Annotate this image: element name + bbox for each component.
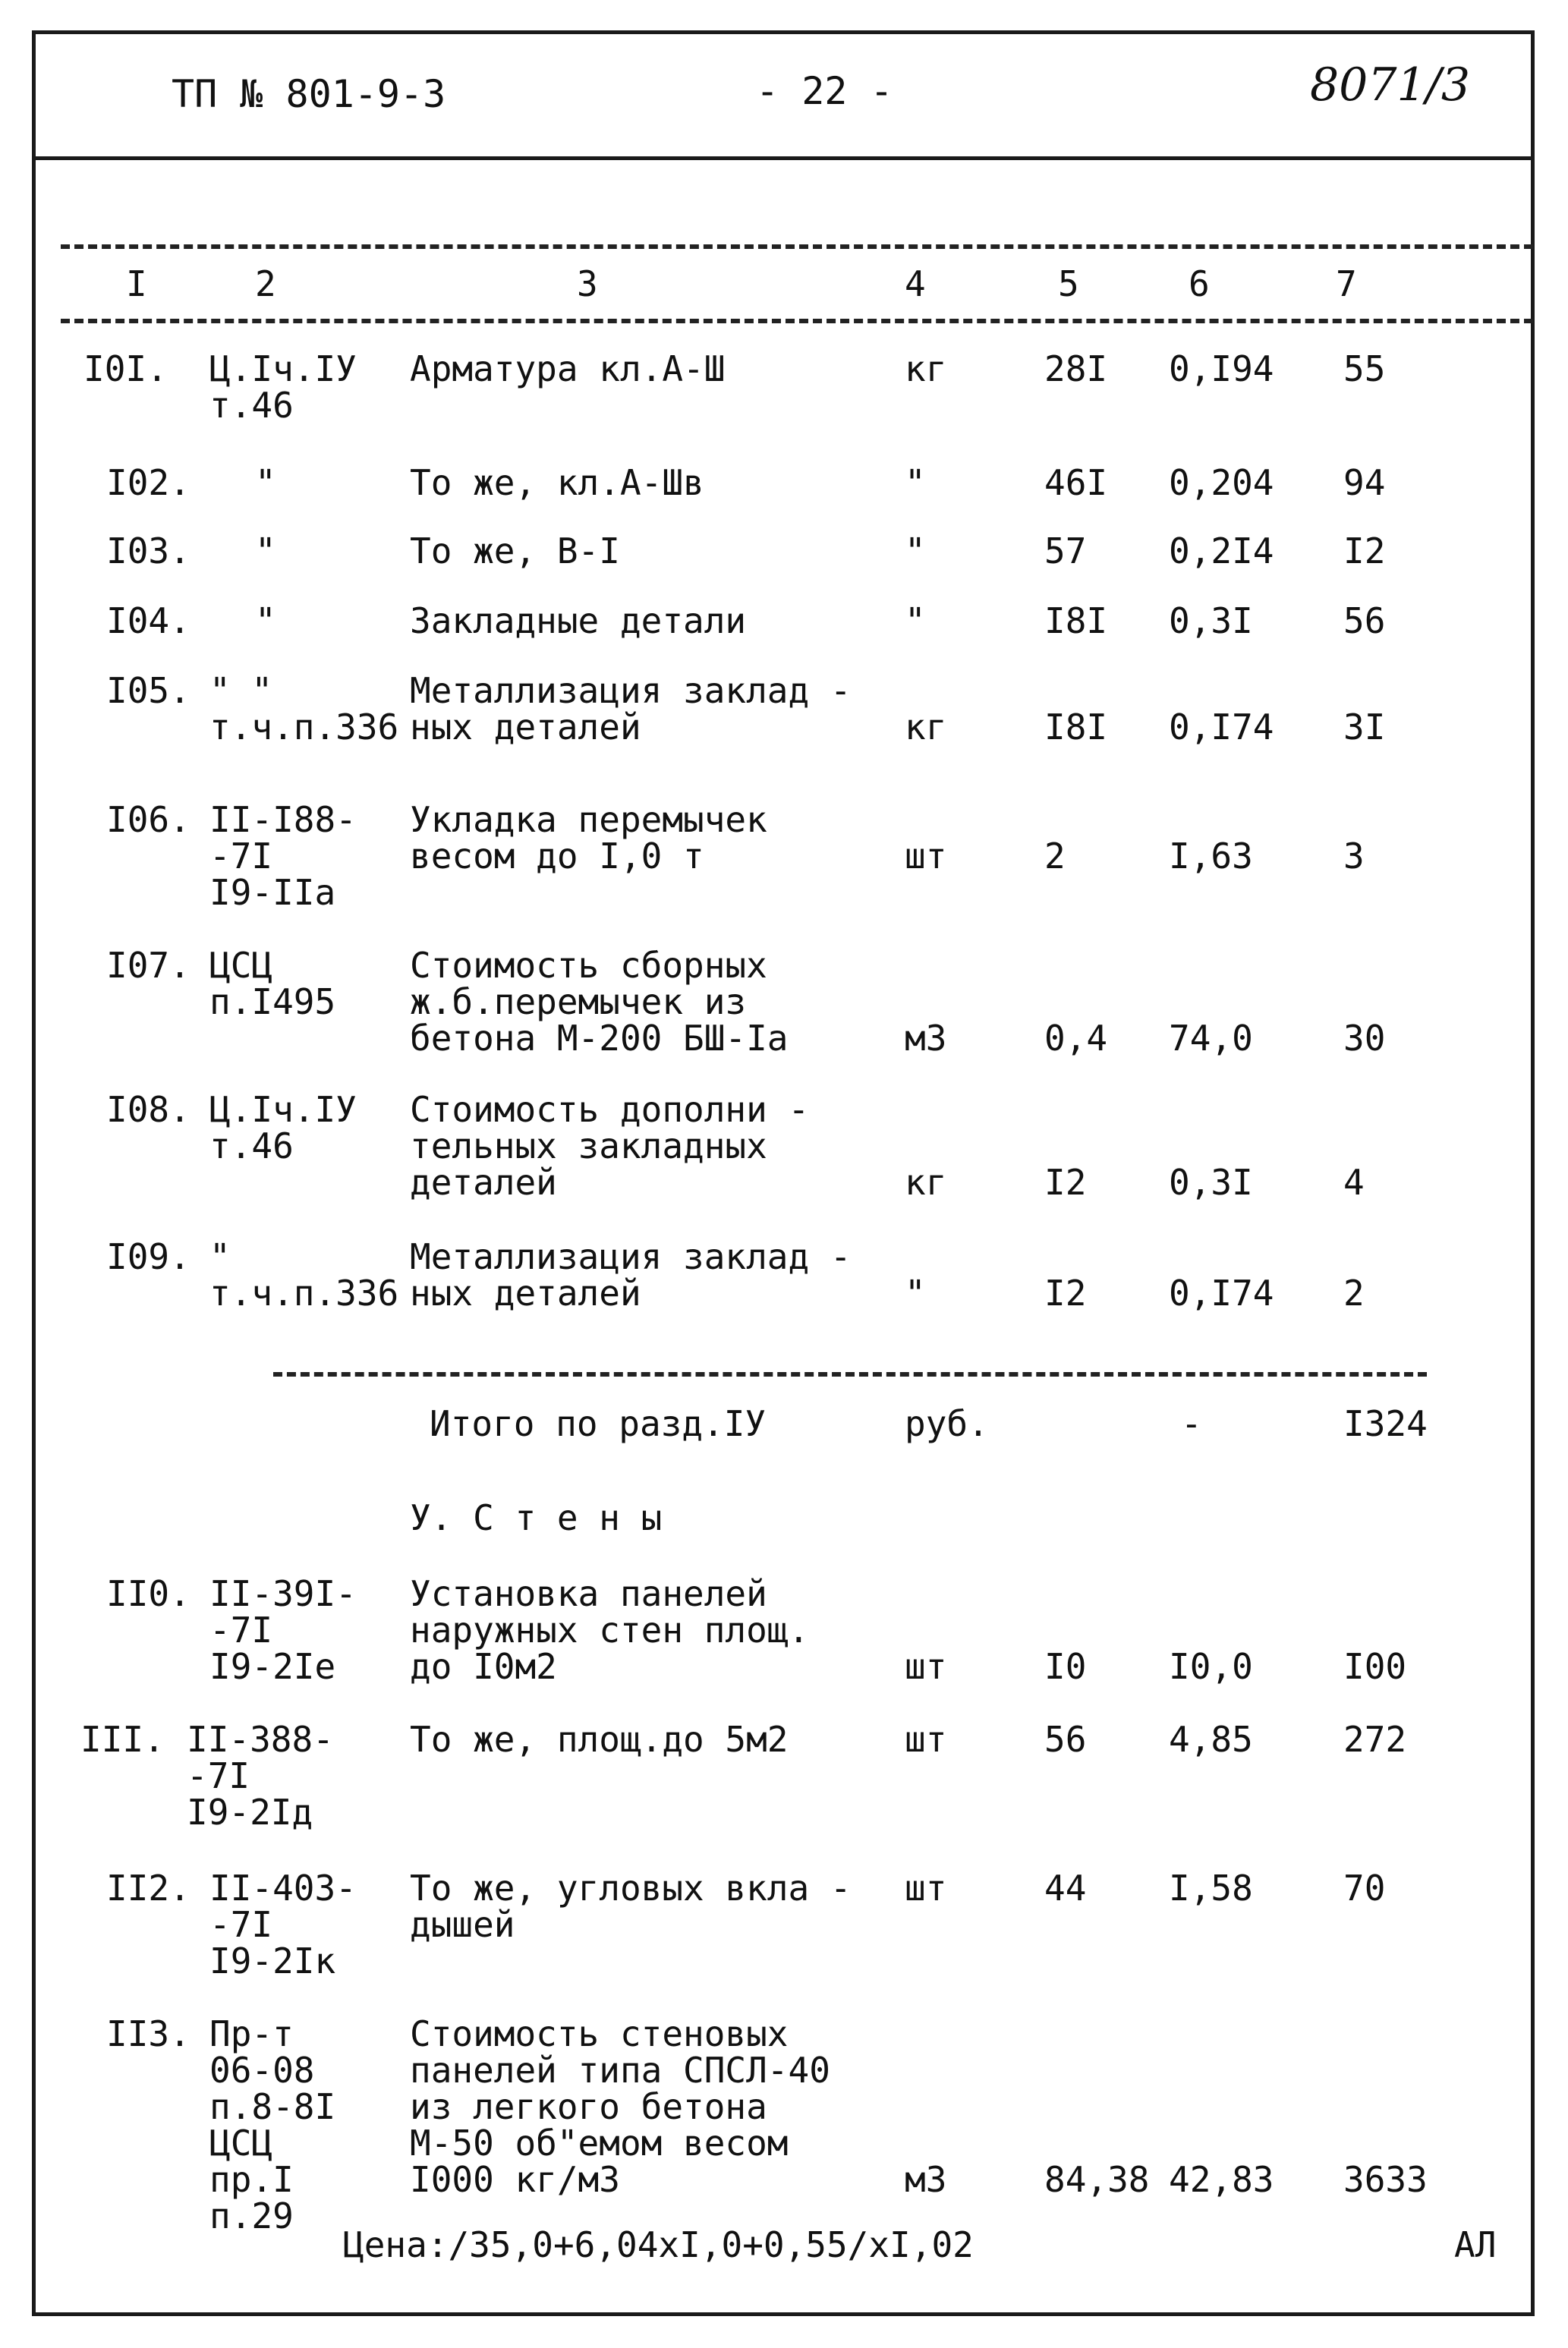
row-quantity: 46I — [1044, 462, 1108, 503]
row-description: весом до I,0 т — [410, 836, 704, 877]
row-unit-price: 0,2I4 — [1169, 530, 1274, 571]
row-quantity: I8I — [1044, 600, 1108, 641]
col-num-4: 4 — [905, 263, 926, 304]
row-total: 4 — [1343, 1162, 1365, 1203]
row-quantity: I2 — [1044, 1273, 1087, 1314]
row-reference: т.ч.п.336 — [209, 707, 399, 748]
row-number: II2. — [106, 1868, 190, 1909]
row-number: I03. — [106, 530, 190, 571]
row-total: 94 — [1343, 462, 1386, 503]
row-quantity: 56 — [1044, 1719, 1087, 1760]
row-reference: т.46 — [209, 385, 294, 426]
subtotal-label: Итого по разд.IУ — [430, 1403, 767, 1444]
row-reference: 06-08 — [209, 2050, 315, 2091]
row-unit: шт — [905, 1719, 947, 1760]
row-total: 3I — [1343, 707, 1386, 748]
row-total: 70 — [1343, 1868, 1386, 1909]
row-reference: II-39I- — [209, 1573, 357, 1614]
row-quantity: 44 — [1044, 1868, 1087, 1909]
row-unit-price: 0,3I — [1169, 1162, 1253, 1203]
row-total: 30 — [1343, 1018, 1386, 1059]
row-quantity: 57 — [1044, 530, 1087, 571]
page-number: - 22 - — [756, 69, 893, 113]
row-quantity: I0 — [1044, 1646, 1087, 1687]
section-title: У. С т е н ы — [410, 1497, 663, 1538]
row-reference: I9-2Iд — [187, 1792, 313, 1833]
row-description: М-50 об"емом весом — [410, 2123, 789, 2164]
row-total: 2 — [1343, 1273, 1365, 1314]
corner-mark: АЛ — [1454, 2224, 1497, 2265]
row-unit: " — [905, 530, 926, 571]
row-reference: -7I — [209, 1904, 273, 1945]
col-num-6: 6 — [1189, 263, 1210, 304]
row-description: Стоимость стеновых — [410, 2013, 789, 2054]
row-number: I02. — [106, 462, 190, 503]
row-reference: ЦСЦ — [209, 2123, 273, 2164]
row-number: I0I. — [83, 348, 168, 389]
row-description: I000 кг/м3 — [410, 2159, 620, 2200]
row-description: Арматура кл.А-Ш — [410, 348, 726, 389]
row-total: 3 — [1343, 836, 1365, 877]
row-reference: II-403- — [209, 1868, 357, 1909]
row-quantity: I8I — [1044, 707, 1108, 748]
row-reference: I9-IIа — [209, 872, 336, 913]
subtotal-total: I324 — [1343, 1403, 1428, 1444]
row-reference: I9-2Iе — [209, 1646, 336, 1687]
row-description: Стоимость дополни - — [410, 1089, 810, 1130]
row-unit-price: I,58 — [1169, 1868, 1253, 1909]
row-number: I06. — [106, 799, 190, 840]
row-number: I05. — [106, 670, 190, 711]
row-reference: -7I — [209, 1610, 273, 1651]
row-reference: т.46 — [209, 1125, 294, 1166]
price-formula: Цена:/35,0+6,04хI,0+0,55/хI,02 — [343, 2224, 974, 2265]
row-unit: шт — [905, 836, 947, 877]
document-number: ТП № 801-9-3 — [172, 72, 446, 116]
row-reference: ЦСЦ — [209, 945, 273, 986]
row-unit: м3 — [905, 2159, 947, 2200]
row-description: Металлизация заклад - — [410, 1236, 852, 1277]
row-description: То же, кл.А-Шв — [410, 462, 704, 503]
row-unit-price: I,63 — [1169, 836, 1253, 877]
row-description: То же, В-I — [410, 530, 620, 571]
row-description: деталей — [410, 1162, 557, 1203]
row-number: I04. — [106, 600, 190, 641]
row-total: 272 — [1343, 1719, 1407, 1760]
row-number: III. — [80, 1719, 165, 1760]
row-number: I07. — [106, 945, 190, 986]
row-description: дышей — [410, 1904, 515, 1945]
row-reference: " " — [209, 670, 273, 711]
row-description: из легкого бетона — [410, 2086, 767, 2127]
row-total: I00 — [1343, 1646, 1407, 1687]
row-reference: -7I — [187, 1755, 250, 1796]
row-reference: " — [255, 462, 276, 503]
row-reference: " — [255, 530, 276, 571]
row-description: Металлизация заклад - — [410, 670, 852, 711]
row-reference: " — [255, 600, 276, 641]
row-reference: -7I — [209, 836, 273, 877]
row-reference: Ц.Iч.IУ — [209, 348, 357, 389]
row-reference: I9-2Iк — [209, 1940, 336, 1981]
row-description: наружных стен площ. — [410, 1610, 810, 1651]
row-total: 56 — [1343, 600, 1386, 641]
column-rule-top — [61, 244, 1533, 249]
row-unit: кг — [905, 348, 947, 389]
row-unit: кг — [905, 1162, 947, 1203]
row-reference: п.29 — [209, 2195, 294, 2236]
row-quantity: I2 — [1044, 1162, 1087, 1203]
row-reference: II-I88- — [209, 799, 357, 840]
row-unit-price: 0,I74 — [1169, 707, 1274, 748]
row-unit: " — [905, 1273, 926, 1314]
row-description: ных деталей — [410, 1273, 641, 1314]
row-description: ных деталей — [410, 707, 641, 748]
row-description: ж.б.перемычек из — [410, 981, 747, 1022]
row-unit: м3 — [905, 1018, 947, 1059]
col-num-3: 3 — [577, 263, 598, 304]
row-unit: шт — [905, 1646, 947, 1687]
row-number: I09. — [106, 1236, 190, 1277]
row-unit-price: 0,204 — [1169, 462, 1274, 503]
row-total: 55 — [1343, 348, 1386, 389]
subtotal-price: - — [1181, 1403, 1202, 1444]
row-description: панелей типа СПСЛ-40 — [410, 2050, 830, 2091]
col-num-7: 7 — [1336, 263, 1357, 304]
row-unit: " — [905, 600, 926, 641]
row-unit: кг — [905, 707, 947, 748]
row-unit-price: 4,85 — [1169, 1719, 1253, 1760]
col-num-2: 2 — [255, 263, 276, 304]
row-reference: п.I495 — [209, 981, 336, 1022]
row-description: Установка панелей — [410, 1573, 767, 1614]
row-number: II3. — [106, 2013, 190, 2054]
row-quantity: 0,4 — [1044, 1018, 1108, 1059]
row-quantity: 2 — [1044, 836, 1066, 877]
subtotal-unit: руб. — [905, 1403, 989, 1444]
row-quantity: 28I — [1044, 348, 1108, 389]
row-description: Укладка перемычек — [410, 799, 767, 840]
row-unit-price: 42,83 — [1169, 2159, 1274, 2200]
row-unit-price: 0,I74 — [1169, 1273, 1274, 1314]
row-description: То же, угловых вкла - — [410, 1868, 852, 1909]
row-reference: п.8-8I — [209, 2086, 336, 2127]
row-description: Закладные детали — [410, 600, 747, 641]
row-total: 3633 — [1343, 2159, 1428, 2200]
row-reference: пр.I — [209, 2159, 294, 2200]
row-unit-price: 0,I94 — [1169, 348, 1274, 389]
row-description: тельных закладных — [410, 1125, 767, 1166]
row-reference: Ц.Iч.IУ — [209, 1089, 357, 1130]
row-unit: " — [905, 462, 926, 503]
column-rule-bottom — [61, 319, 1533, 323]
handwritten-reference: 8071/3 — [1310, 58, 1471, 112]
row-unit-price: 0,3I — [1169, 600, 1253, 641]
row-description: То же, площ.до 5м2 — [410, 1719, 789, 1760]
row-reference: II-388- — [187, 1719, 334, 1760]
row-reference: " — [209, 1236, 231, 1277]
row-description: до I0м2 — [410, 1646, 557, 1687]
row-unit: шт — [905, 1868, 947, 1909]
row-quantity: 84,38 — [1044, 2159, 1150, 2200]
row-number: II0. — [106, 1573, 190, 1614]
subtotal-rule — [273, 1372, 1427, 1377]
header-divider — [32, 156, 1535, 160]
row-reference: т.ч.п.336 — [209, 1273, 399, 1314]
col-num-1: I — [126, 263, 147, 304]
row-reference: Пр-т — [209, 2013, 294, 2054]
row-unit-price: I0,0 — [1169, 1646, 1253, 1687]
row-total: I2 — [1343, 530, 1386, 571]
row-description: бетона М-200 БШ-Iа — [410, 1018, 789, 1059]
row-description: Стоимость сборных — [410, 945, 767, 986]
col-num-5: 5 — [1058, 263, 1079, 304]
row-unit-price: 74,0 — [1169, 1018, 1253, 1059]
row-number: I08. — [106, 1089, 190, 1130]
